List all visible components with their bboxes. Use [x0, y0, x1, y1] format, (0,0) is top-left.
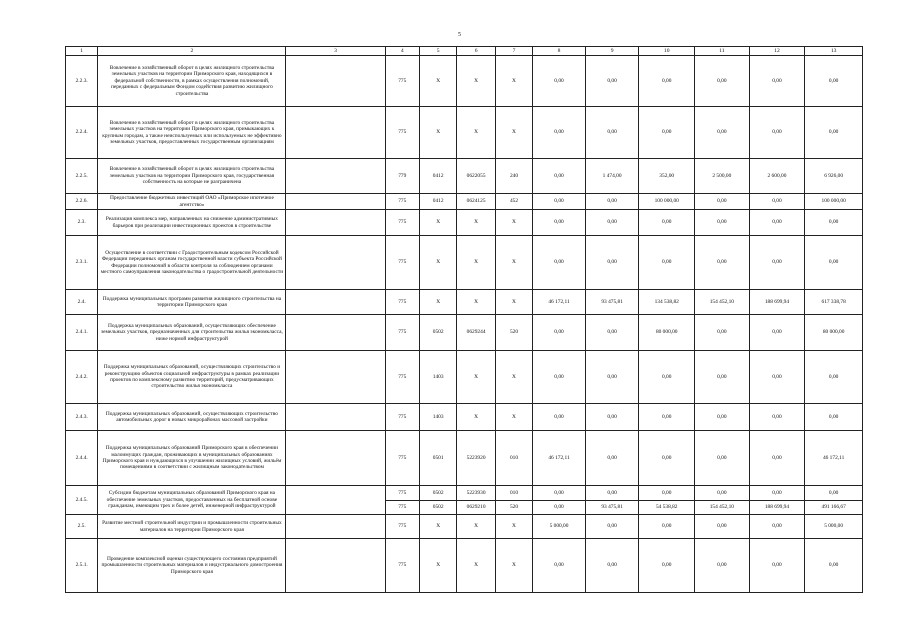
table-cell: Х	[457, 107, 495, 159]
table-cell: 0624125	[457, 194, 495, 210]
table-cell: 0,00	[749, 431, 805, 486]
table-cell: 0502	[419, 501, 456, 515]
row-number: 2.3.1.	[66, 236, 98, 290]
table-cell: 0,00	[533, 159, 586, 194]
table-cell: 93 475,81	[585, 501, 639, 515]
table-cell: 0,00	[585, 315, 639, 351]
table-cell: 0,00	[695, 515, 750, 539]
table-cell: 0,00	[585, 210, 639, 236]
table-cell: 0,00	[639, 486, 695, 501]
table-row	[66, 56, 863, 107]
table-cell: Х	[457, 290, 495, 315]
table-cell: 80 000,00	[805, 315, 863, 351]
table-cell: Х	[495, 56, 532, 107]
table-cell: 0,00	[695, 486, 750, 501]
table-cell: 0,00	[805, 56, 863, 107]
table-cell: 134 538,82	[639, 290, 695, 315]
table-row	[66, 486, 863, 501]
table-cell: 0622055	[457, 159, 495, 194]
header-cell: 13	[805, 47, 863, 56]
table-cell: 010	[495, 486, 532, 501]
row-description: Субсидии бюджетам муниципальных образований Приморского края на обеспечение земельных участков, предоставленных на бесплатной основе гражданам, имеющим трех и более детей, инженерной инфраструктурой	[98, 486, 286, 515]
row-description: Поддержка муниципальных программ развития жилищного строительства на территории Приморского края	[98, 290, 286, 315]
table-cell	[286, 107, 385, 159]
table-row	[66, 539, 863, 593]
table-cell: Х	[419, 210, 456, 236]
table-cell: 0,00	[749, 107, 805, 159]
row-description: Поддержка муниципальных образований, осуществляющих строительство и реконструкцию объектов социальной инфраструктуры в рамках реализации проектов по комплексному развитию территорий, предусматривающих строительство жилья экономкласса	[98, 351, 286, 404]
table-cell	[286, 351, 385, 404]
table-cell: 0,00	[585, 236, 639, 290]
table-cell: 452	[495, 194, 532, 210]
table-cell: 1403	[419, 351, 456, 404]
table-cell: 1 474,00	[585, 159, 639, 194]
header-cell: 2	[98, 47, 286, 56]
table-cell: Х	[457, 539, 495, 593]
table-cell: 0,00	[639, 539, 695, 593]
table-cell: 0,00	[749, 194, 805, 210]
table-cell: 0,00	[695, 539, 750, 593]
table-cell: 0,00	[639, 431, 695, 486]
row-description: Вовлечение в хозяйственный оборот в целях жилищного строительства земельных участков на территории Приморского края, государственная собственность на которые не разграничена	[98, 159, 286, 194]
row-description: Предоставление бюджетных инвестиций ОАО «Приморское ипотечное агентство»	[98, 194, 286, 210]
table-cell: 5 000,00	[805, 515, 863, 539]
table-cell: 0,00	[639, 210, 695, 236]
table-cell: 0,00	[639, 107, 695, 159]
row-number: 2.2.5.	[66, 159, 98, 194]
table-cell: 0412	[419, 194, 456, 210]
table-row	[66, 351, 863, 404]
table-cell	[286, 404, 385, 431]
table-cell: 0,00	[749, 515, 805, 539]
table-cell: 0,00	[695, 56, 750, 107]
table-cell: 010	[495, 431, 532, 486]
table-cell: 0502	[419, 315, 456, 351]
table-cell: 0,00	[695, 315, 750, 351]
table-row	[66, 404, 863, 431]
table-cell: 775	[385, 290, 419, 315]
table-cell: 0,00	[805, 107, 863, 159]
page-number: 5	[458, 32, 461, 38]
row-number: 2.5.	[66, 515, 98, 539]
table-cell: 0,00	[639, 351, 695, 404]
table-cell: 0,00	[533, 194, 586, 210]
table-cell: 775	[385, 351, 419, 404]
table-cell: 0,00	[695, 351, 750, 404]
header-cell: 6	[457, 47, 495, 56]
table-cell: 0,00	[585, 539, 639, 593]
table-cell: 0,00	[749, 404, 805, 431]
table-cell: 0,00	[805, 210, 863, 236]
table-cell: 0412	[419, 159, 456, 194]
table-row	[66, 210, 863, 236]
table-cell: 0,00	[585, 431, 639, 486]
table-cell: 0,00	[749, 486, 805, 501]
table-cell: 775	[385, 501, 419, 515]
table-cell: 46 172,11	[533, 290, 586, 315]
table-cell: 775	[385, 539, 419, 593]
table-cell: Х	[419, 107, 456, 159]
table-cell: 0,00	[749, 56, 805, 107]
table-cell: 0,00	[639, 404, 695, 431]
table-cell: 0502	[419, 486, 456, 501]
table-cell: 46 172,11	[805, 431, 863, 486]
table-cell: Х	[457, 236, 495, 290]
table-cell: Х	[495, 404, 532, 431]
table-cell	[286, 515, 385, 539]
table-cell: 0501	[419, 431, 456, 486]
row-description: Поддержка муниципальных образований, осуществляющих обеспечение земельных участков, предназначенных для строительства жилья экономкласса, ниже нормой инфраструктурой	[98, 315, 286, 351]
header-cell: 11	[695, 47, 750, 56]
header-cell: 5	[419, 47, 456, 56]
table-cell: 775	[385, 315, 419, 351]
table-cell	[286, 431, 385, 486]
table-cell: Х	[419, 236, 456, 290]
table-cell: 775	[385, 194, 419, 210]
table-cell: 0,00	[805, 486, 863, 501]
header-cell: 10	[639, 47, 695, 56]
row-description: Вовлечение в хозяйственный оборот в целях жилищного строительства земельных участков на территории Приморского края, примыкающих к крупным городам, а также неиспользуемых или используемых не эффективно земельных участков, предоставленных государственным организациям	[98, 107, 286, 159]
table-cell	[286, 315, 385, 351]
row-number: 2.4.	[66, 290, 98, 315]
table-cell: Х	[495, 107, 532, 159]
header-row	[66, 47, 863, 56]
table-cell: Х	[457, 515, 495, 539]
table-cell: 100 000,00	[639, 194, 695, 210]
table-cell: 0,00	[695, 404, 750, 431]
table-row	[66, 194, 863, 210]
table-cell: 775	[385, 56, 419, 107]
table-cell: 0,00	[533, 210, 586, 236]
table-cell: 5 000,00	[533, 515, 586, 539]
table-cell: 5223930	[457, 486, 495, 501]
table-cell: Х	[419, 290, 456, 315]
table-row	[66, 236, 863, 290]
row-description: Проведение комплексной оценки существующего состояния предприятий промышленности строительных материалов и индустриального домостроения Приморского края	[98, 539, 286, 593]
table-cell: 93 475,81	[585, 290, 639, 315]
table-cell: 0629244	[457, 315, 495, 351]
table-cell: 0,00	[533, 236, 586, 290]
table-cell: 0,00	[585, 194, 639, 210]
table-cell: 0,00	[533, 56, 586, 107]
table-cell: 775	[385, 431, 419, 486]
header-cell: 12	[749, 47, 805, 56]
row-description: Осуществление в соответствии с Градостроительным кодексом Российской Федерации переданных органам государственной власти субъекта Российской Федерации полномочий в области контроля за соблюдением органами местного самоуправления законодательства о градостроительной деятельности	[98, 236, 286, 290]
row-description: Поддержка муниципальных образований Приморского края в обеспечении малоимущих граждан, проживающих в муниципальных образованиях Приморского края и нуждающихся в улучшении жилищных условий, жильём помещениями в соответствии с жилищным законодательством	[98, 431, 286, 486]
table-cell: 0,00	[749, 351, 805, 404]
table-cell: 100 000,00	[805, 194, 863, 210]
table-cell	[286, 56, 385, 107]
row-number: 2.2.6.	[66, 194, 98, 210]
row-number: 2.2.3.	[66, 56, 98, 107]
table-cell: Х	[495, 351, 532, 404]
table-cell: 0,00	[639, 236, 695, 290]
header-cell: 9	[585, 47, 639, 56]
table-cell: 775	[385, 107, 419, 159]
table-cell: Х	[419, 515, 456, 539]
table-cell: 779	[385, 159, 419, 194]
table-cell	[286, 194, 385, 210]
table-cell: 0,00	[533, 351, 586, 404]
table-cell: 0,00	[585, 107, 639, 159]
table-cell: Х	[457, 404, 495, 431]
table-cell: Х	[495, 236, 532, 290]
table-cell: 1403	[419, 404, 456, 431]
table-cell: 2 500,00	[695, 159, 750, 194]
table-cell: 775	[385, 515, 419, 539]
table-cell: 775	[385, 210, 419, 236]
row-number: 2.4.5.	[66, 486, 98, 515]
table-cell: 0,00	[533, 315, 586, 351]
table-row	[66, 315, 863, 351]
table-cell: 352,00	[639, 159, 695, 194]
row-number: 2.4.3.	[66, 404, 98, 431]
table-cell: 0,00	[749, 236, 805, 290]
table-cell: Х	[495, 290, 532, 315]
table-row	[66, 431, 863, 486]
table-cell: 6 926,00	[805, 159, 863, 194]
table-cell: 520	[495, 315, 532, 351]
table-cell: Х	[495, 210, 532, 236]
table-cell: 5223920	[457, 431, 495, 486]
table-cell: 0,00	[533, 539, 586, 593]
table-cell: 0,00	[805, 236, 863, 290]
table-cell: 0,00	[749, 539, 805, 593]
table-cell: 0,00	[585, 515, 639, 539]
row-number: 2.4.1.	[66, 315, 98, 351]
table-cell: 188 699,94	[749, 290, 805, 315]
table-row	[66, 159, 863, 194]
table-cell: 0,00	[533, 107, 586, 159]
table-cell: 0,00	[533, 404, 586, 431]
table-cell	[286, 539, 385, 593]
table-cell: 0629210	[457, 501, 495, 515]
table-cell: 0,00	[695, 236, 750, 290]
table-cell: Х	[457, 56, 495, 107]
table-cell: 0,00	[533, 501, 586, 515]
table-row	[66, 107, 863, 159]
table-cell: Х	[457, 351, 495, 404]
table-cell	[286, 210, 385, 236]
table-cell: 0,00	[695, 194, 750, 210]
table-row	[66, 290, 863, 315]
table-cell: 0,00	[639, 56, 695, 107]
table-cell: 2 600,00	[749, 159, 805, 194]
header-cell: 7	[495, 47, 532, 56]
table-cell: 54 538,82	[639, 501, 695, 515]
table-cell: 0,00	[695, 431, 750, 486]
table-cell: 46 172,11	[533, 431, 586, 486]
table-cell: 80 000,00	[639, 315, 695, 351]
row-number: 2.2.4.	[66, 107, 98, 159]
table-cell: 0,00	[585, 486, 639, 501]
table-cell: Х	[495, 515, 532, 539]
table-cell	[286, 159, 385, 194]
row-number: 2.3.	[66, 210, 98, 236]
budget-table	[65, 46, 863, 593]
header-cell: 3	[286, 47, 385, 56]
header-cell: 1	[66, 47, 98, 56]
table-cell	[286, 290, 385, 315]
table-cell: 154 452,10	[695, 501, 750, 515]
table-row	[66, 515, 863, 539]
table-cell: 0,00	[639, 515, 695, 539]
table-cell: Х	[419, 56, 456, 107]
row-number: 2.5.1.	[66, 539, 98, 593]
table-cell: 0,00	[585, 351, 639, 404]
table-cell: 0,00	[695, 210, 750, 236]
table-cell: 775	[385, 486, 419, 501]
row-number: 2.4.4.	[66, 431, 98, 486]
table-cell	[286, 236, 385, 290]
table-cell: Х	[457, 210, 495, 236]
header-cell: 8	[533, 47, 586, 56]
table-cell: 188 699,94	[749, 501, 805, 515]
row-description: Реализация комплекса мер, направленных на снижение административных барьеров при реализации инвестиционных проектов в строительстве	[98, 210, 286, 236]
table-cell: Х	[419, 539, 456, 593]
row-description: Поддержка муниципальных образований, осуществляющих строительство автомобильных дорог в новых микрорайонах массовой застройки	[98, 404, 286, 431]
table-cell: 0,00	[749, 210, 805, 236]
table-cell: 617 338,78	[805, 290, 863, 315]
row-description: Вовлечение в хозяйственный оборот в целях жилищного строительства земельных участков на территории Приморского края, находящихся в федеральной собственности, в рамках осуществления полномочий, переданных с федеральным Фондом содействия развитию жилищного строительства	[98, 56, 286, 107]
table-cell: 491 166,67	[805, 501, 863, 515]
table-cell: 240	[495, 159, 532, 194]
table-cell: 0,00	[585, 404, 639, 431]
table-cell: 0,00	[805, 539, 863, 593]
table-cell: 0,00	[805, 404, 863, 431]
table-cell: 775	[385, 236, 419, 290]
table-cell: 154 452,10	[695, 290, 750, 315]
table-cell: Х	[495, 539, 532, 593]
table-cell: 520	[495, 501, 532, 515]
table-cell: 0,00	[805, 351, 863, 404]
table-cell: 775	[385, 404, 419, 431]
row-number: 2.4.2.	[66, 351, 98, 404]
table-cell: 0,00	[533, 486, 586, 501]
table-cell: 0,00	[585, 56, 639, 107]
table-cell: 0,00	[749, 315, 805, 351]
header-cell: 4	[385, 47, 419, 56]
table-cell	[286, 486, 385, 515]
table-cell: 0,00	[695, 107, 750, 159]
row-description: Развитие местной строительной индустрии и промышленности строительных материалов на территории Приморского края	[98, 515, 286, 539]
